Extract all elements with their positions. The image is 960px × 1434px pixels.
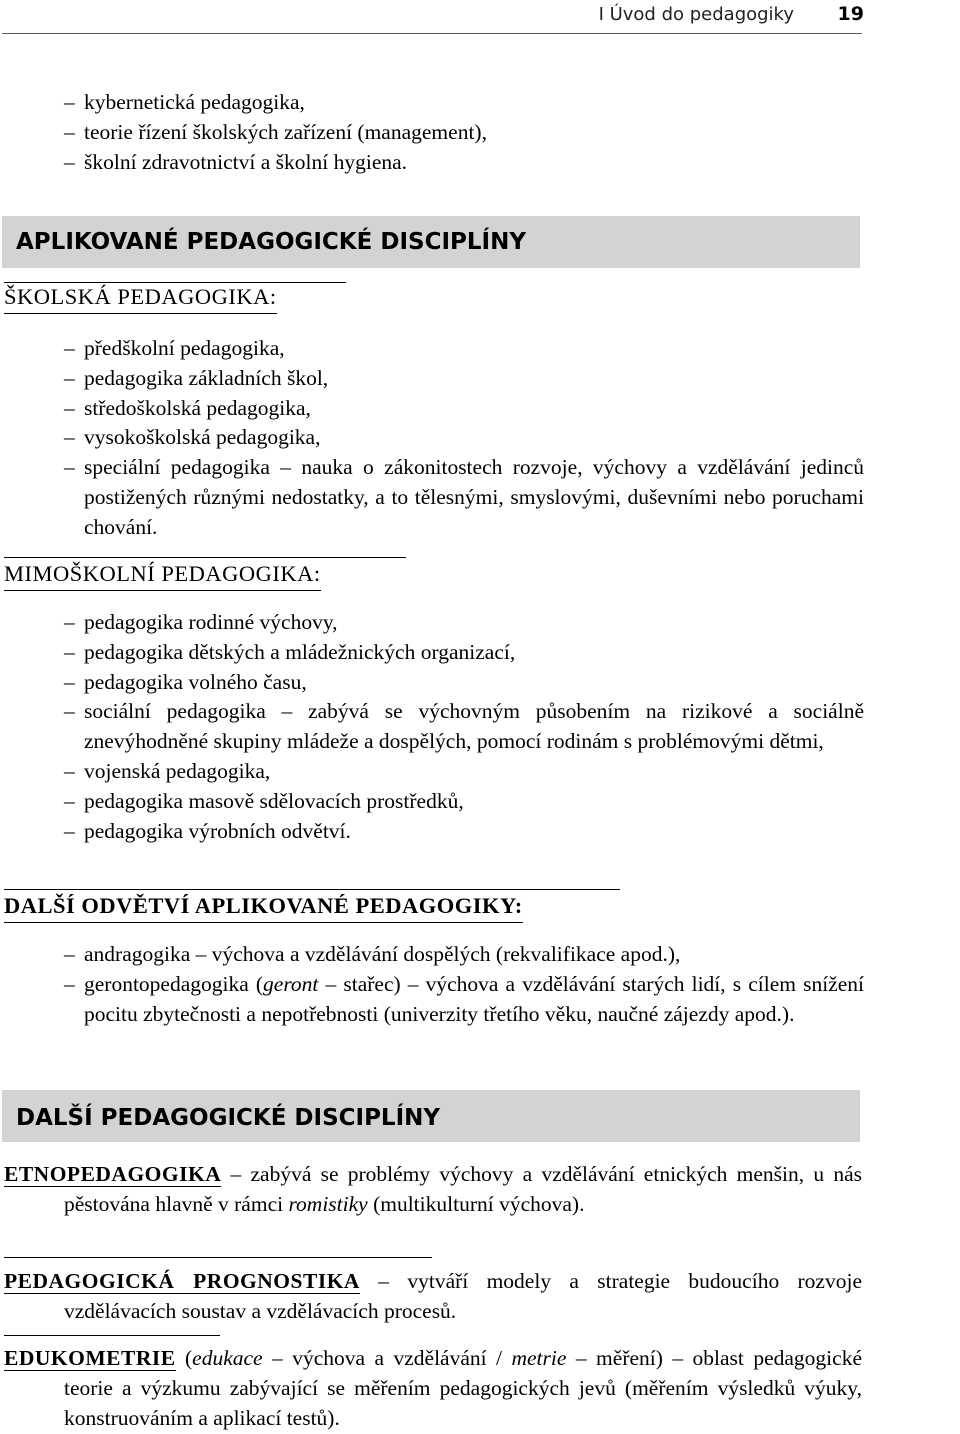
page-header <box>0 0 960 36</box>
term-overline <box>4 1257 432 1258</box>
list-item: – předškolní pedagogika, <box>64 334 864 364</box>
school-list <box>64 334 864 543</box>
term-etnopedagogika: ETNOPEDAGOGIKA <box>4 1162 222 1186</box>
top-list <box>64 88 864 177</box>
section-band-other: DALŠÍ PEDAGOGICKÉ DISCIPLÍNY <box>2 1090 860 1142</box>
list-item: – pedagogika masově sdělovacích prostředků, <box>64 787 864 817</box>
list-item: – pedagogika dětských a mládežnických organizací, <box>64 638 864 668</box>
subheading-overline <box>4 557 406 558</box>
term-overline <box>4 1335 220 1336</box>
italic-term: metrie <box>511 1346 567 1370</box>
running-title: I Úvod do pedagogiky <box>598 4 794 25</box>
list-item: – andragogika – výchova a vzdělávání dospělých (rekvalifikace apod.), <box>64 940 864 970</box>
header-rule <box>2 33 862 34</box>
subheading-overline <box>4 282 346 283</box>
list-item: – vojenská pedagogika, <box>64 757 864 787</box>
section-band-applied: APLIKOVANÉ PEDAGOGICKÉ DISCIPLÍNY <box>2 216 860 268</box>
list-item: – kybernetická pedagogika, <box>64 88 864 118</box>
list-item: – teorie řízení školských zařízení (management), <box>64 118 864 148</box>
list-item: – speciální pedagogika – nauka o zákonitostech rozvoje, výchovy a vzdělávání jedinců postižených různými nedostatky, a to tělesnými, smyslovými, duševními nebo poruchami chování. <box>64 453 864 542</box>
subheading-school: ŠKOLSKÁ PEDAGOGIKA: <box>4 284 277 314</box>
subheading-other-branches: DALŠÍ ODVĚTVÍ APLIKOVANÉ PEDAGOGIKY: <box>4 893 523 923</box>
italic-term: geront <box>263 971 319 996</box>
list-item: – pedagogika volného času, <box>64 668 864 698</box>
list-item: – školní zdravotnictví a školní hygiena. <box>64 148 864 178</box>
list-item: – vysokoškolská pedagogika, <box>64 423 864 453</box>
page-number: 19 <box>837 3 864 25</box>
list-item: – pedagogika výrobních odvětví. <box>64 817 864 847</box>
entry-prognostika: PEDAGOGICKÁ PROGNOSTIKA – vytváří modely a strategie budoucího rozvoje vzdělávacích soustav a vzdělávacích procesů. <box>4 1269 862 1323</box>
subheading-overline <box>4 889 620 890</box>
other-branches-list <box>64 940 864 1029</box>
list-item: – pedagogika rodinné výchovy, <box>64 608 864 638</box>
entry-etnopedagogika: ETNOPEDAGOGIKA – zabývá se problémy výchovy a vzdělávání etnických menšin, u nás pěstována hlavně v rámci romistiky (multikulturní výchova). <box>4 1162 862 1216</box>
subheading-extra-school: MIMOŠKOLNÍ PEDAGOGIKA: <box>4 561 321 591</box>
italic-term: romistiky <box>288 1191 368 1216</box>
list-item: – pedagogika základních škol, <box>64 364 864 394</box>
italic-term: edukace <box>192 1346 263 1370</box>
list-item: – středoškolská pedagogika, <box>64 394 864 424</box>
extra-school-list <box>64 608 864 846</box>
entry-edukometrie: EDUKOMETRIE (edukace – výchova a vzdělávání / metrie – měření) – oblast pedagogické teorie a výzkumu zabývající se měřením pedagogických jevů (měřením výsledků výuky, konstruováním a aplikací testů). <box>4 1346 862 1430</box>
list-item: – gerontopedagogika (geront – stařec) – výchova a vzdělávání starých lidí, s cílem snížení pocitu zbytečnosti a nepotřebnosti (univerzity třetího věku, naučné zájezdy apod.). <box>64 970 864 1030</box>
term-edukometrie: EDUKOMETRIE <box>4 1346 176 1370</box>
term-prognostika: PEDAGOGICKÁ PROGNOSTIKA <box>4 1269 360 1293</box>
list-item: – sociální pedagogika – zabývá se výchovným působením na rizikové a sociálně znevýhodněné skupiny mládeže a dospělých, pomocí rodinám s problémovými dětmi, <box>64 697 864 757</box>
